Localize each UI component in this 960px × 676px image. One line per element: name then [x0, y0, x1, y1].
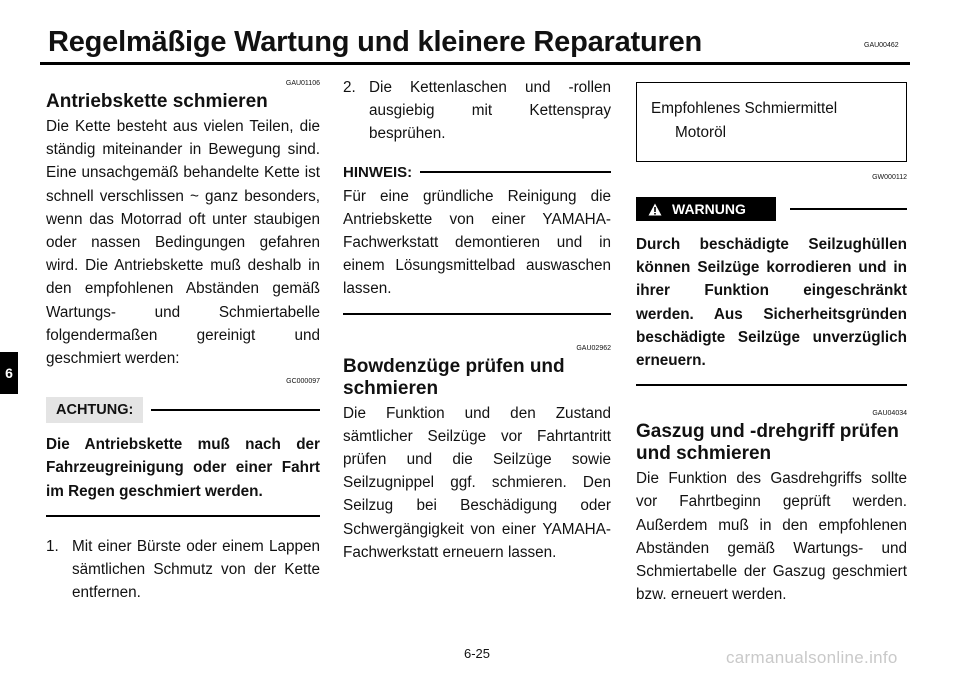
- section-heading-throttle: Gaszug und -drehgriff prüfen und schmieren: [636, 421, 899, 465]
- lubricant-label: Empfohlenes Schmiermittel: [651, 100, 838, 117]
- section-heading-chain: Antriebskette schmieren: [46, 91, 268, 112]
- warning-end-rule: [636, 384, 907, 386]
- throttle-text: Die Funktion des Gasdrehgriffs sollte vor Fahrtbeginn geprüft werden. Außerdem muß in den empfohlenen Abständen gemäß Wartungs- und Schmiertabelle der Gaszug geschmiert bzw. erneuert werden.: [636, 470, 907, 604]
- column-3: [636, 76, 907, 606]
- warning-rule: [790, 208, 907, 210]
- list-text: Die Kettenlaschen und -rollen ausgiebig mit Kettenspray besprühen.: [369, 79, 611, 143]
- section-code: GAU02962: [576, 344, 611, 352]
- warning-badge: [636, 197, 776, 221]
- note-text: Für eine gründliche Reinigung die Antriebskette von einer YAMAHA-Fachwerkstatt demontieren und in einem Lösungsmittelbad auswaschen lassen.: [343, 187, 611, 298]
- cables-text: Die Funktion und den Zustand sämtlicher Seilzüge vor Fahrtantritt prüfen und die Seilzüge sowie Seilzugnippel ggf. schmieren. Den Seilzug bei Beschädigung oder Schwergängigkeit von einer YAMAHA-Fachwerkstatt erneuern lassen.: [343, 404, 611, 561]
- note-header: [343, 164, 611, 181]
- list-number: 1.: [46, 537, 59, 555]
- note-label: HINWEIS:: [343, 163, 413, 181]
- lubricant-box: [636, 82, 907, 162]
- page-number: 6-25: [464, 646, 491, 661]
- watermark: carmanualsonline.info: [726, 648, 898, 667]
- lubricant-value: Motoröl: [675, 124, 727, 141]
- caution-label: ACHTUNG:: [46, 397, 143, 423]
- warning-text: Durch beschädigte Seilzughüllen können Seilzüge korrodieren und in ihrer Funktion eingeschränkt werden. Aus Sicherheitsgründen beschädigte Seilzüge unverzüglich erneuern.: [636, 236, 907, 370]
- column-1: [46, 76, 320, 604]
- caution-rule: [151, 409, 320, 411]
- note-end-rule: [343, 313, 611, 315]
- list-item: [343, 76, 611, 146]
- warning-code: GW000112: [872, 174, 907, 181]
- section-code: GAU04034: [872, 410, 907, 418]
- page-title: Regelmäßige Wartung und kleinere Reparaturen: [48, 26, 703, 58]
- list-item: [46, 535, 320, 605]
- warning-header: [636, 197, 907, 221]
- caution-text: Die Antriebskette muß nach der Fahrzeugreinigung oder einer Fahrt im Regen geschmiert werden.: [46, 436, 320, 500]
- header-rule: [40, 62, 910, 65]
- header-code: GAU00462: [864, 42, 899, 49]
- chapter-tab[interactable]: 6: [0, 352, 18, 394]
- warning-label: WARNUNG: [672, 201, 746, 217]
- caution-code: GC000097: [286, 378, 320, 386]
- warning-triangle-icon: [648, 203, 662, 216]
- chain-intro-text: Die Kette besteht aus vielen Teilen, die ständig miteinander in Bewegung sind. Eine unsachgemäß behandelte Kette ist schnell verschlissen ~ ganz besonders, wenn das Motorrad oft unter staubigen oder nassen Bedingungen gefahren wird. Die Antriebskette muß deshalb in den empfohlenen Abständen gemäß Wartungs- und Schmiertabelle folgendermaßen gereinigt und geschmiert werden:: [46, 118, 320, 368]
- note-rule: [420, 171, 611, 173]
- caution-header: [46, 397, 320, 423]
- section-heading-cables: Bowdenzüge prüfen und schmieren: [343, 355, 565, 399]
- section-code: GAU01106: [285, 80, 320, 87]
- caution-end-rule: [46, 515, 320, 517]
- column-2: [343, 76, 611, 564]
- list-text: Mit einer Bürste oder einem Lappen sämtlichen Schmutz von der Kette entfernen.: [72, 537, 320, 602]
- list-number: 2.: [343, 79, 356, 96]
